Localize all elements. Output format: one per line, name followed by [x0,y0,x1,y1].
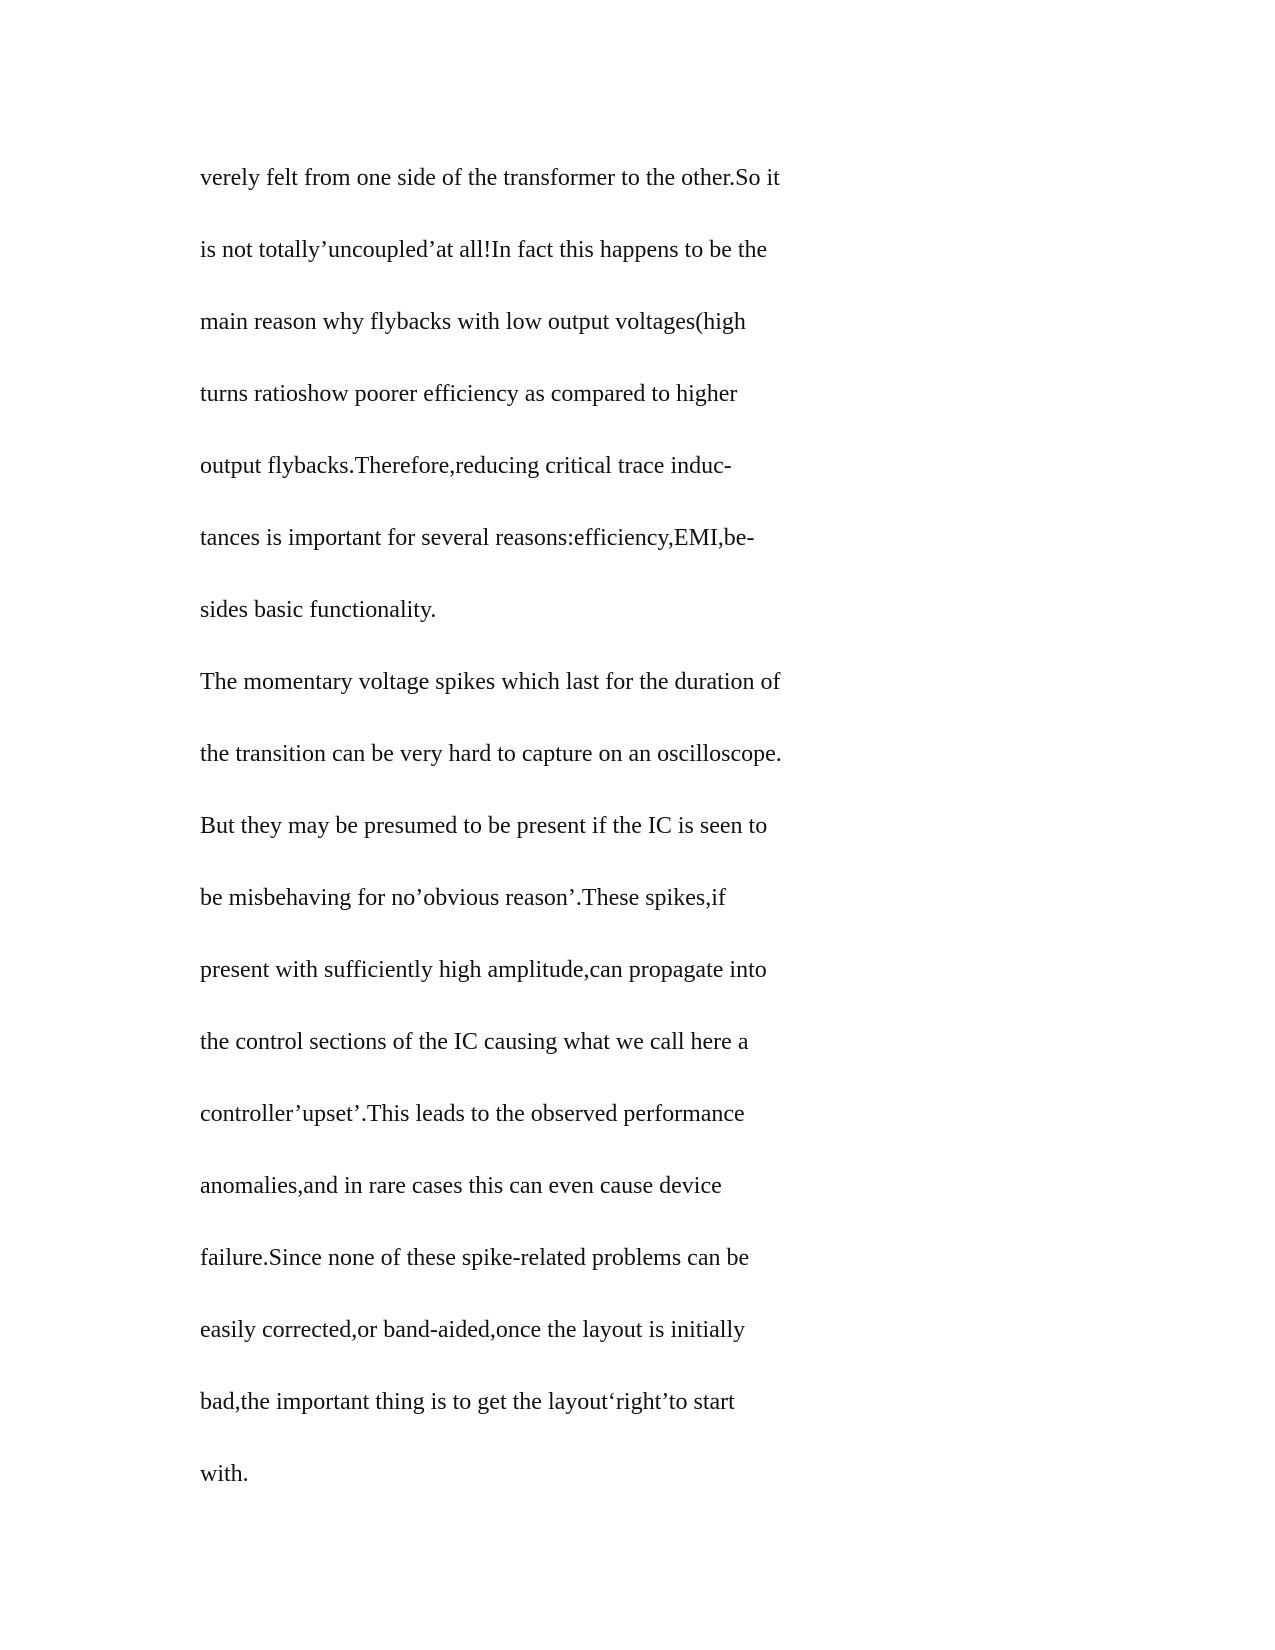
text-line: turns ratioshow poorer efficiency as compared to higher [200,381,738,407]
text-line: But they may be presumed to be present if the IC is seen to [200,813,768,839]
text-line: be misbehaving for no’obvious reason’.These spikes,if [200,885,726,911]
text-line: controller’upset’.This leads to the observed performance [200,1101,745,1127]
text-line: tances is important for several reasons:efficiency,EMI,be- [200,525,755,551]
text-line: easily corrected,or band-aided,once the layout is initially [200,1317,746,1343]
text-line: anomalies,and in rare cases this can even cause device [200,1173,722,1199]
text-line: is not totally’uncoupled’at all!In fact this happens to be the [200,237,768,263]
text-line: verely felt from one side of the transformer to the other.So it [200,165,780,191]
text-line: the transition can be very hard to capture on an oscilloscope. [200,741,782,767]
text-line: the control sections of the IC causing what we call here a [200,1029,749,1055]
text-line: with. [200,1461,249,1487]
text-line: present with sufficiently high amplitude,can propagate into [200,957,767,983]
text-line: sides basic functionality. [200,597,437,623]
text-line: output flybacks.Therefore,reducing critical trace induc- [200,453,732,479]
body-text [200,158,840,1526]
text-line: bad,the important thing is to get the layout‘right’to start [200,1389,735,1415]
text-line: main reason why flybacks with low output voltages(high [200,309,746,335]
text-line: failure.Since none of these spike-related problems can be [200,1245,750,1271]
text-line: The momentary voltage spikes which last for the duration of [200,669,781,695]
